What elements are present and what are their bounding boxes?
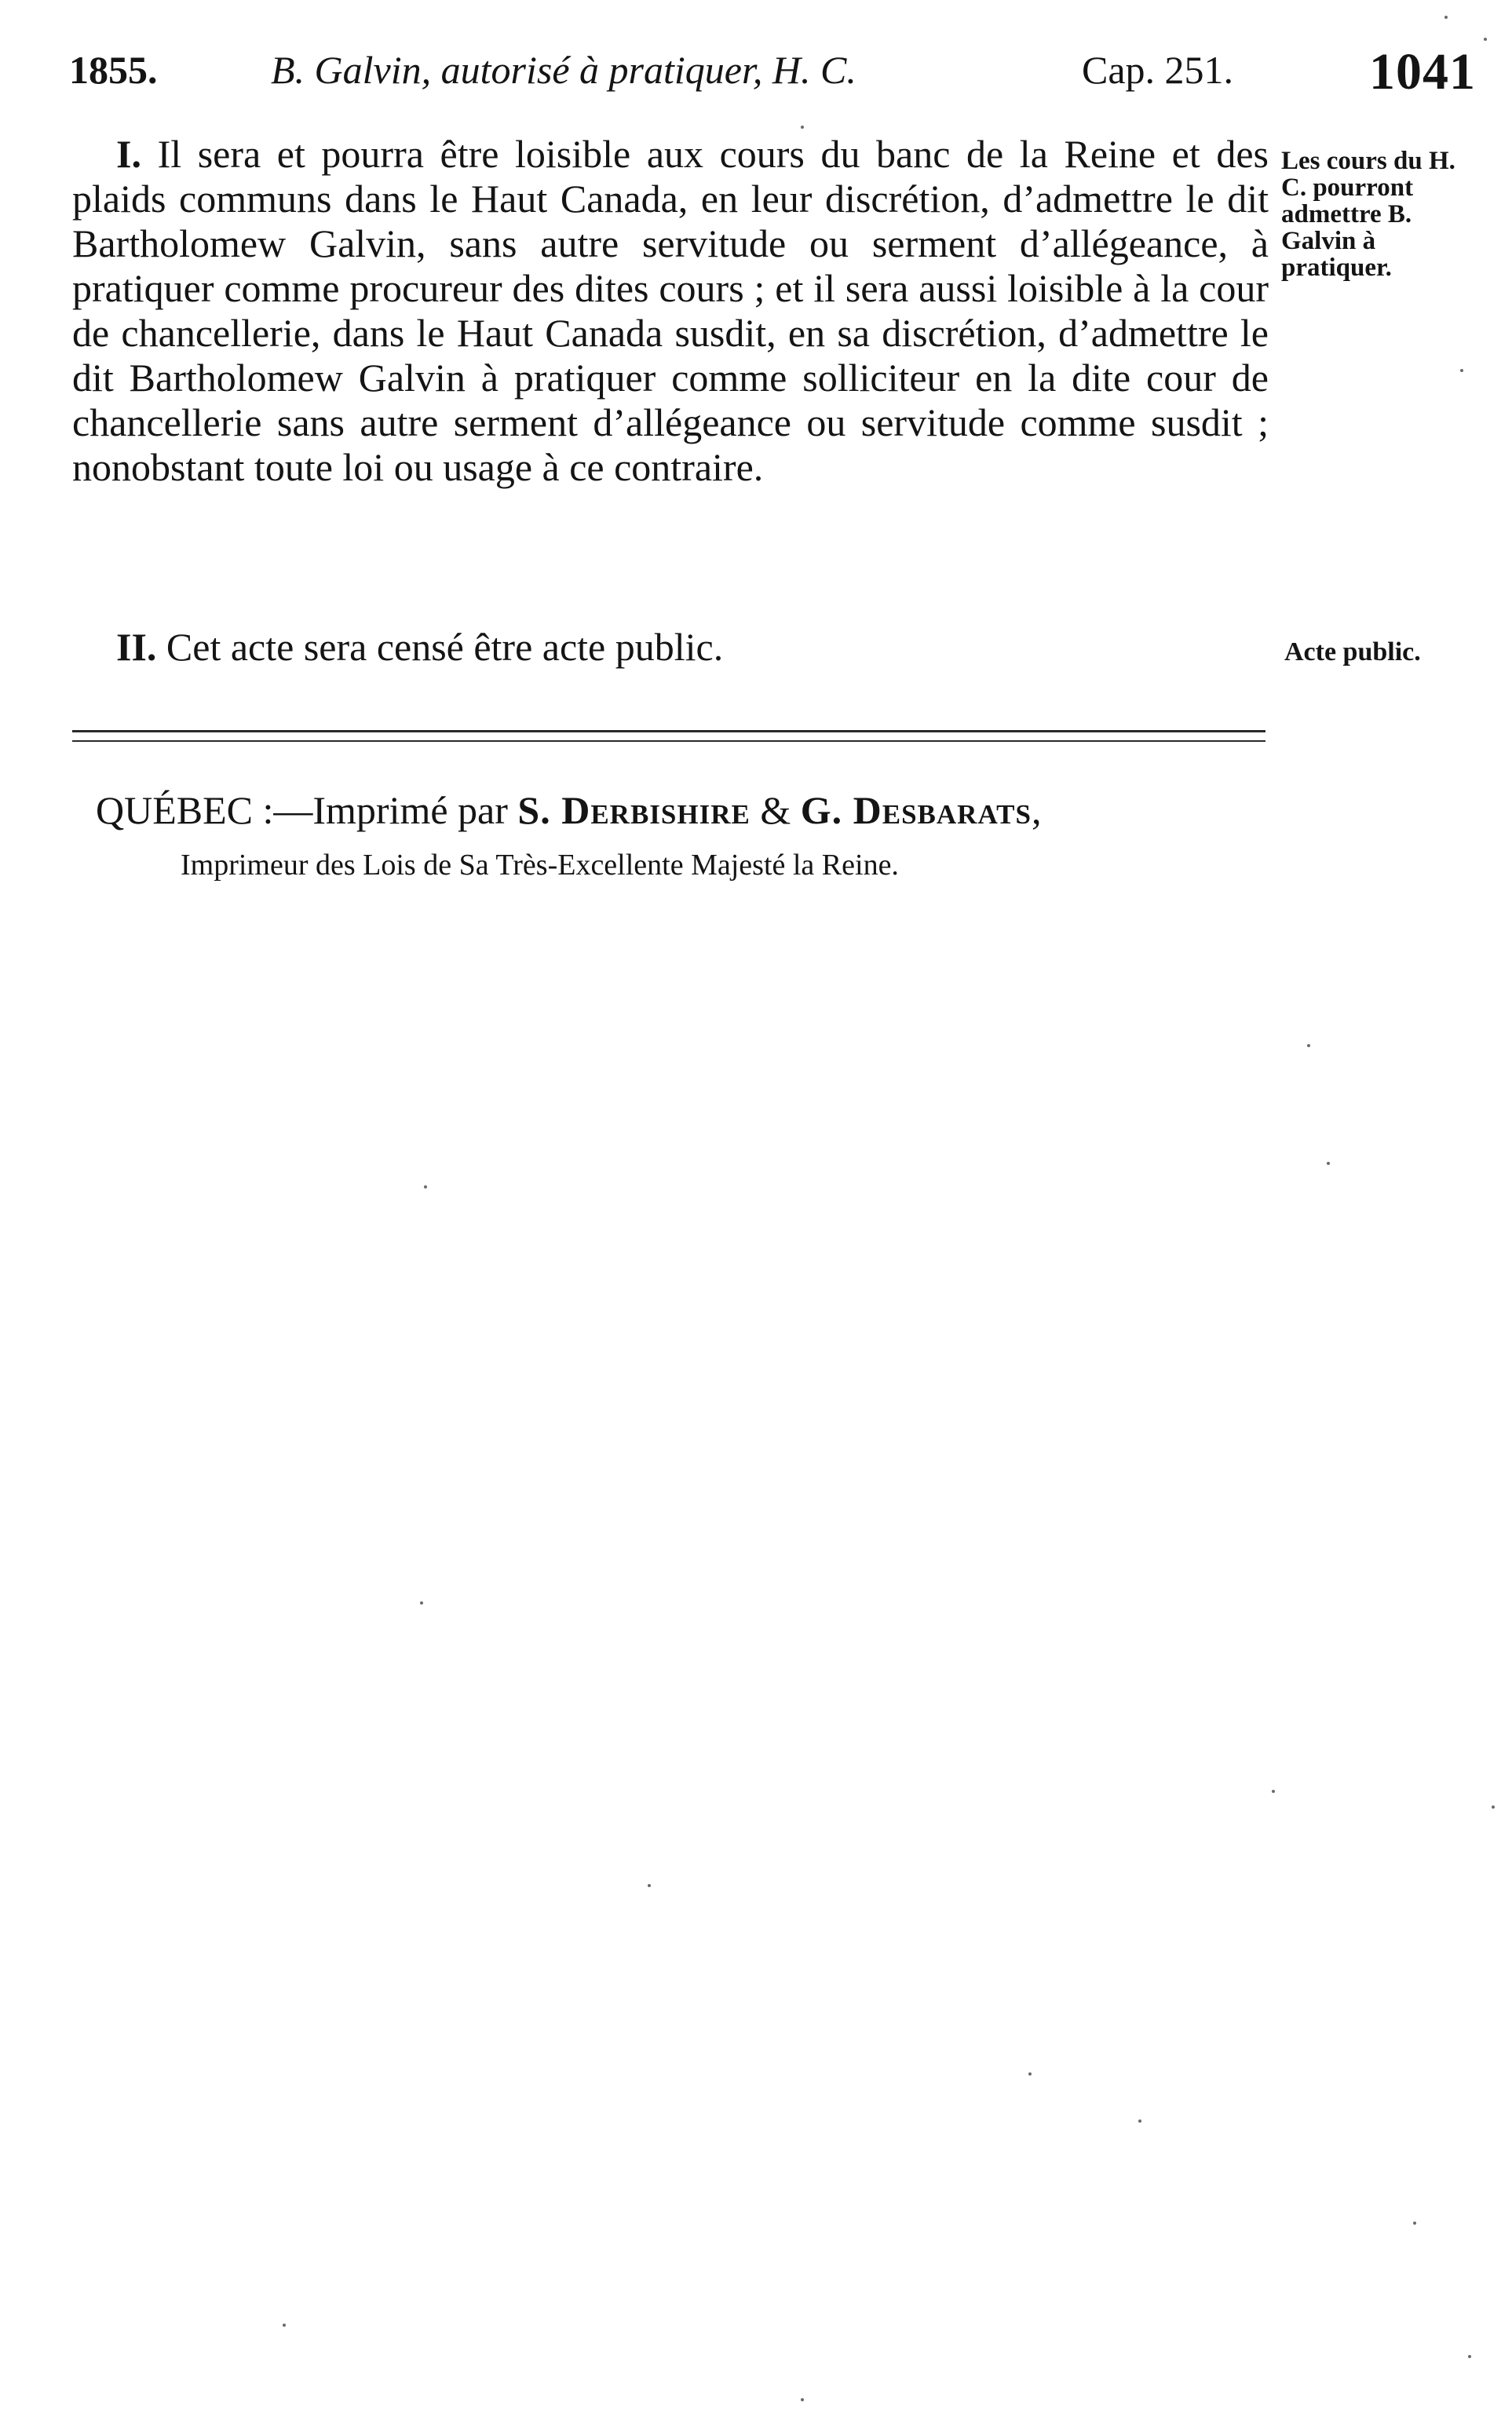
colophon-suffix: , [1031,788,1042,832]
header-title: B. Galvin, autorisé à pratiquer, H. C. [271,48,856,92]
scan-speck [1492,1805,1495,1809]
scan-speck [648,1884,651,1887]
section-1-number: I. [116,132,141,176]
statute-body [72,132,1269,669]
marginal-note-1: Les cours du H. C. pourront admettre B. Galvin à pratiquer. [1281,147,1455,282]
scan-speck [1028,2072,1032,2076]
scan-speck [1484,38,1487,41]
section-1-text: Il sera et pourra être loisible aux cours du banc de la Reine et des plaids communs dans le Haut Canada, en leur discrétion, d’admettre le dit Bartholomew Galvin, sans autre servitude ou serment d’allégeance, à pratiquer comme procureur des dites cours ; et il sera aussi loisible à la cour de chancellerie, dans le Haut Canada susdit, en sa discrétion, d’admettre le dit Bartholomew Galvin à pratiquer comme solliciteur en la dite cour de chancellerie sans autre serment d’allégeance ou servitude comme susdit ; nonobstant toute loi ou usage à ce contraire. [72,132,1269,489]
scan-speck [1138,2119,1141,2123]
section-2-text: Cet acte sera censé être acte public. [166,625,724,669]
header-year: 1855. [69,48,158,92]
header-chapter: Cap. 251. [1082,48,1234,92]
colophon-printer-1: S. Derbishire [517,788,751,832]
scan-speck [1307,1044,1310,1047]
scan-speck [283,2324,286,2327]
colophon-printer-2: G. Desbarats [800,788,1032,832]
scan-speck [1272,1790,1275,1793]
scan-speck [1444,16,1448,19]
page-number: 1041 [1369,43,1476,100]
scan-speck [1327,1162,1330,1165]
scan-speck [1468,2355,1471,2358]
scan-speck [801,126,804,129]
running-header [0,43,1512,110]
scan-speck [801,2398,804,2401]
colophon-printer-line [96,787,1041,833]
section-2 [116,625,1215,670]
marginal-note-2: Acte public. [1284,637,1421,666]
scan-speck [424,1185,427,1188]
section-1 [72,132,1269,490]
scan-speck [1460,369,1463,372]
double-rule-divider [72,730,1265,742]
colophon-ampersand: & [750,788,801,832]
scan-speck [420,1601,423,1605]
section-2-number: II. [116,625,157,669]
scan-speck [1413,2222,1416,2225]
colophon-prefix: QUÉBEC :—Imprimé par [96,788,518,832]
colophon-imprimeur-line: Imprimeur des Lois de Sa Très-Excellente Majesté la Reine. [181,849,899,882]
